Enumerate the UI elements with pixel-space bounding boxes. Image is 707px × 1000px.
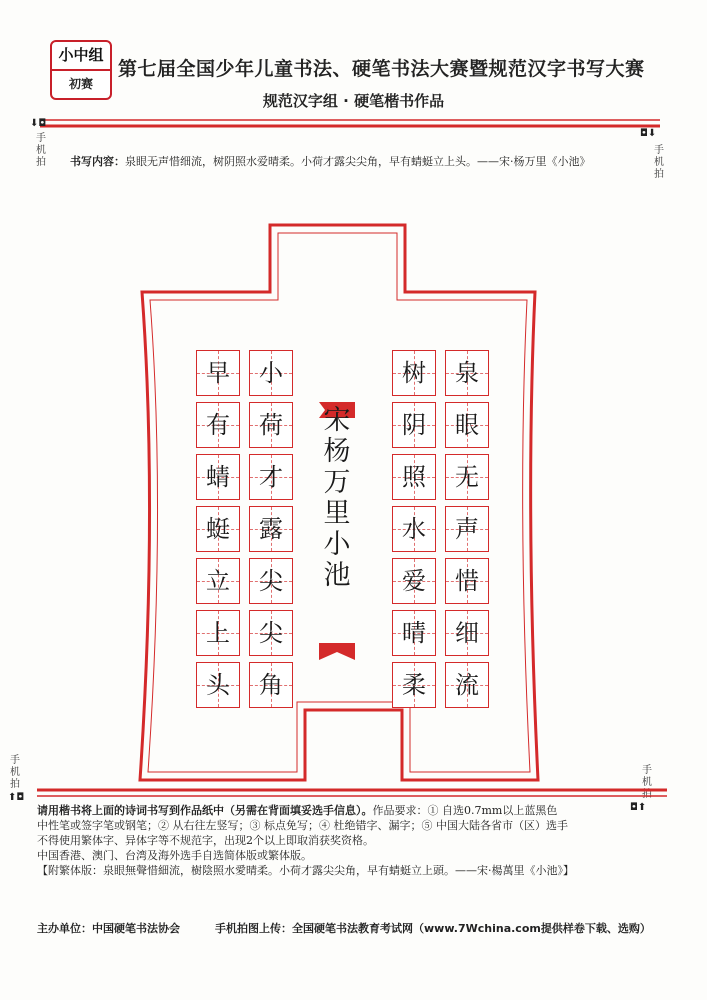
grid-character: 早 — [206, 359, 230, 387]
instructions-line: 中性笔或签字笔或钢笔；② 从右往左竖写；③ 标点免写；④ 杜绝错字、漏字；⑤ 中国大陆各省市（区）选手 — [37, 819, 568, 832]
grid-cell — [392, 610, 436, 656]
grid-character: 声 — [455, 515, 479, 543]
grid-character: 小 — [259, 359, 283, 387]
camera-icon: ◘⬇ — [640, 128, 657, 139]
grid-character: 爱 — [402, 567, 426, 595]
badge-round-label: 初赛 — [68, 77, 93, 91]
grid-cell — [249, 610, 293, 656]
grid-cell — [249, 662, 293, 708]
instructions — [37, 803, 677, 878]
grid-character: 眼 — [455, 411, 479, 439]
grid-character: 柔 — [402, 671, 426, 699]
side-label-bottom-left: 手机拍 — [10, 755, 20, 790]
grid-cell — [196, 506, 240, 552]
signature-character: 杨 — [323, 436, 351, 467]
signature — [315, 405, 359, 591]
grid-cell — [392, 454, 436, 500]
badge-group-label: 小中组 — [52, 42, 110, 71]
grid-character: 流 — [455, 671, 479, 699]
grid-cell — [445, 662, 489, 708]
grid-cell — [392, 350, 436, 396]
grid-character: 阴 — [402, 411, 426, 439]
grid-cell — [196, 558, 240, 604]
instructions-line: 不得使用繁体字、异体字等不规范字，出现2个以上即取消获奖资格。 — [37, 834, 374, 847]
traditional-version: 【附繁体版：泉眼無聲惜細流，樹陰照水愛晴柔。小荷才露尖尖角，早有蜻蜓立上頭。——宋·楊萬里《小池》】 — [37, 864, 574, 877]
grid-cell — [445, 350, 489, 396]
grid-cell — [392, 558, 436, 604]
grid-character: 蜓 — [206, 515, 230, 543]
grid-character: 才 — [259, 463, 283, 491]
upload-info: 手机拍图上传：全国硬笔书法教育考试网（www.7Wchina.com提供样卷下载、选购） — [215, 922, 651, 935]
grid-character: 树 — [402, 359, 426, 387]
grid-cell — [196, 402, 240, 448]
grid-cell — [392, 402, 436, 448]
grid-character: 头 — [206, 671, 230, 699]
grid-cell — [196, 454, 240, 500]
grid-character: 蜻 — [206, 463, 230, 491]
grid-character: 惜 — [455, 567, 479, 595]
grid-cell — [445, 558, 489, 604]
grid-cell — [392, 506, 436, 552]
grid-cell — [445, 506, 489, 552]
grid-character: 泉 — [455, 359, 479, 387]
instructions-line: 中国香港、澳门、台湾及海外选手自选简体版或繁体版。 — [37, 849, 312, 862]
camera-icon: ⬇◘ — [30, 118, 47, 129]
side-label-top-left: 手机拍 — [36, 133, 46, 168]
grid-cell — [445, 610, 489, 656]
side-label-top-right: 手机拍 — [654, 145, 664, 180]
grid-cell — [249, 350, 293, 396]
grid-cell — [445, 454, 489, 500]
signature-character: 万 — [323, 467, 351, 498]
grid-character: 水 — [402, 515, 426, 543]
page-title: 第七届全国少年儿童书法、硬笔书法大赛暨规范汉字书写大赛 — [118, 58, 645, 80]
grid-character: 照 — [402, 463, 426, 491]
grid-character: 上 — [206, 619, 230, 647]
grid-character: 无 — [455, 463, 479, 491]
page-subtitle: 规范汉字组 · 硬笔楷书作品 — [262, 92, 445, 110]
grid-cell — [392, 662, 436, 708]
camera-icon: ⬆◘ — [8, 792, 25, 803]
signature-character: 池 — [323, 560, 351, 591]
grid-cell — [249, 402, 293, 448]
grid-character: 有 — [206, 411, 230, 439]
organizer: 主办单位：中国硬笔书法协会 — [37, 922, 180, 935]
camera-icon: ◘⬆ — [630, 802, 647, 813]
grid-cell — [249, 558, 293, 604]
instructions-intro: 请用楷书将上面的诗词书写到作品纸中（另需在背面填妥选手信息）。 — [37, 804, 373, 817]
grid-character: 角 — [259, 671, 283, 699]
grid-cell — [445, 402, 489, 448]
writing-content-label: 书写内容： — [70, 155, 125, 168]
grid-cell — [249, 506, 293, 552]
grid-cell — [249, 454, 293, 500]
grid-cell — [196, 350, 240, 396]
grid-character: 晴 — [402, 619, 426, 647]
signature-character: 宋 — [323, 405, 351, 436]
signature-text — [315, 405, 359, 591]
side-label-bottom-right: 手机拍 — [642, 765, 652, 800]
grid-character: 尖 — [259, 567, 283, 595]
signature-character: 里 — [323, 498, 351, 529]
bottom-rule — [37, 788, 667, 800]
signature-character: 小 — [323, 529, 351, 560]
grid-character: 露 — [259, 515, 283, 543]
instructions-requirements: 作品要求：① 自选0.7mm以上蓝黑色 — [372, 804, 558, 817]
grid-character: 细 — [455, 619, 479, 647]
grid-cell — [196, 610, 240, 656]
grid-character: 立 — [206, 567, 230, 595]
grid-character: 荷 — [259, 411, 283, 439]
grid-character: 尖 — [259, 619, 283, 647]
grid-cell — [196, 662, 240, 708]
writing-content-text: 泉眼无声惜细流，树阴照水爱晴柔。小荷才露尖尖角，早有蜻蜓立上头。——宋·杨万里《小池》 — [125, 155, 591, 168]
